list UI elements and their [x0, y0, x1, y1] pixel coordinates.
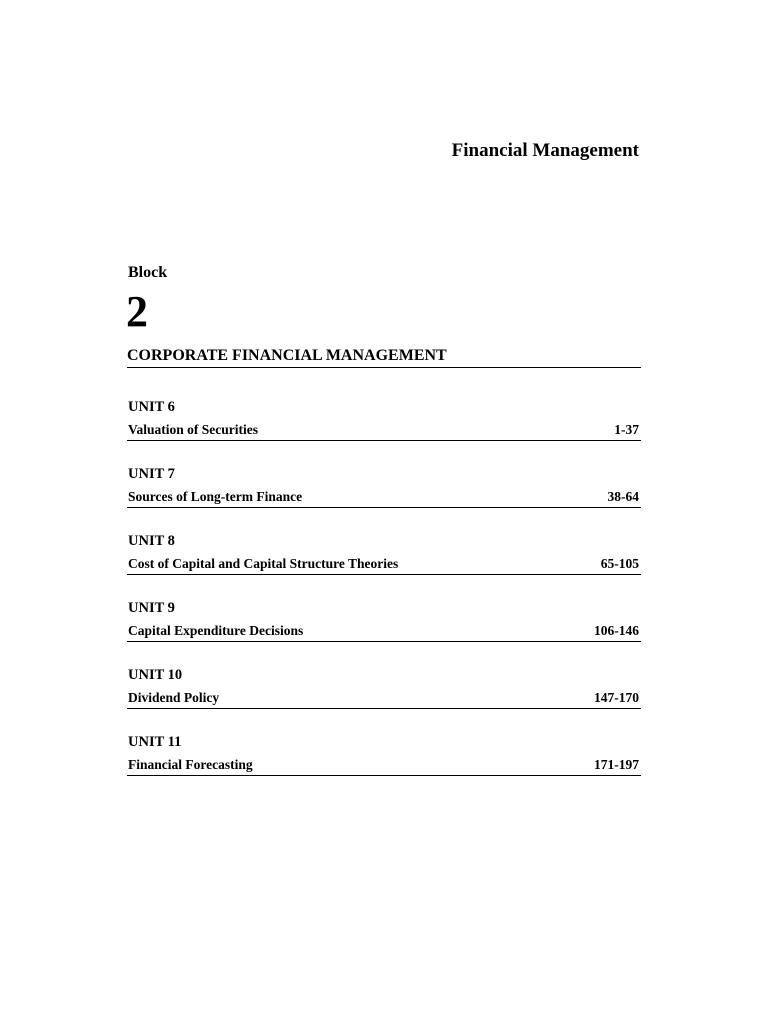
- unit-label: UNIT 7: [128, 466, 175, 482]
- unit-title: Sources of Long-term Finance: [128, 489, 303, 504]
- unit-label: UNIT 6: [128, 399, 175, 415]
- unit-entry-9: [127, 598, 641, 665]
- unit-pages: 147-170: [594, 690, 639, 705]
- unit-label: UNIT 8: [128, 533, 175, 549]
- unit-pages: 106-146: [594, 623, 639, 638]
- unit-row: [127, 555, 641, 575]
- unit-entry-8: [127, 531, 641, 598]
- unit-entry-6: [127, 397, 641, 464]
- unit-entry-7: [127, 464, 641, 531]
- block-label: Block: [128, 264, 168, 281]
- unit-title: Capital Expenditure Decisions: [128, 623, 304, 638]
- unit-row: [127, 488, 641, 508]
- unit-title: Cost of Capital and Capital Structure Theories: [128, 556, 399, 571]
- unit-row: [127, 756, 641, 776]
- unit-entry-10: [127, 665, 641, 732]
- book-title: Financial Management: [451, 140, 639, 161]
- unit-title: Financial Forecasting: [128, 757, 253, 772]
- block-number: 2: [126, 287, 148, 336]
- unit-pages: 1-37: [614, 422, 639, 437]
- unit-label: UNIT 11: [128, 734, 182, 750]
- unit-row: [127, 421, 641, 441]
- unit-entry-11: [127, 732, 641, 799]
- unit-title: Valuation of Securities: [128, 422, 259, 437]
- unit-pages: 38-64: [607, 489, 639, 504]
- unit-label: UNIT 9: [128, 600, 175, 616]
- unit-title: Dividend Policy: [128, 690, 220, 705]
- unit-list: [127, 397, 641, 799]
- unit-row: [127, 622, 641, 642]
- unit-pages: 65-105: [600, 556, 639, 571]
- unit-pages: 171-197: [594, 757, 639, 772]
- unit-label: UNIT 10: [128, 667, 183, 683]
- unit-row: [127, 689, 641, 709]
- block-title: CORPORATE FINANCIAL MANAGEMENT: [127, 347, 641, 368]
